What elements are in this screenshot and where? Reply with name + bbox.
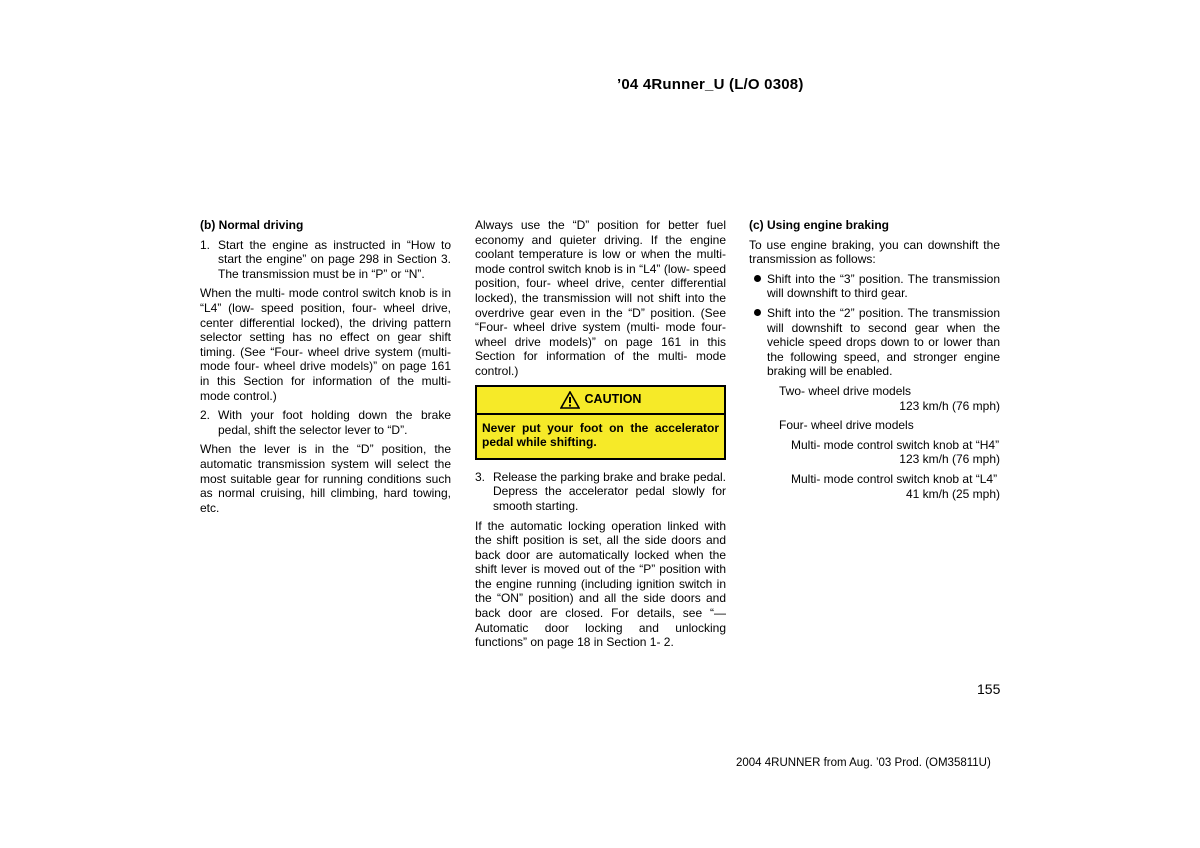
page-number: 155 xyxy=(977,681,1001,697)
bullet-text: Shift into the “2” position. The transmission will downshift to second gear when the vehicle speed drops down to or lower than the following speed, and stronger engine braking will be enabled. xyxy=(767,305,1000,379)
step-text: Release the parking brake and brake pedal. Depress the accelerator pedal slowly for smooth starting. xyxy=(493,469,726,513)
column-left xyxy=(200,218,451,520)
page-header-title: ’04 4Runner_U (L/O 0308) xyxy=(617,76,804,93)
step-text: Start the engine as instructed in “How to start the engine” on page 298 in Section 3. The transmission must be in “P” or “N”. xyxy=(218,237,451,281)
caution-header xyxy=(477,387,724,415)
page-footer: 2004 4RUNNER from Aug. ’03 Prod. (OM35811U) xyxy=(736,757,991,769)
two-wheel-drive-speed: 123 km/h (76 mph) xyxy=(899,398,1000,413)
column-right xyxy=(749,218,1000,506)
bullet-icon xyxy=(749,272,767,301)
caution-text: Never put your foot on the accelerator pedal while shifting. xyxy=(482,420,719,450)
step-text: With your foot holding down the brake pedal, shift the selector lever to “D”. xyxy=(218,408,451,437)
paragraph-multi-mode-l4: When the multi- mode control switch knob is in “L4” (low- speed position, four- wheel drive, center differential locked), the driving pattern selector setting has no effect on gear shift timing. (See “Four- wheel drive system (multi- mode four- wheel drive models)” on page 161 in this Section for information of the multi- mode control.) xyxy=(200,286,451,403)
paragraph-always-use-d: Always use the “D” position for better fuel economy and quieter driving. If the engine coolant temperature is low or when the multi- mode control switch knob is in “L4” (low- speed position, four- wheel drive, center differential locked), the transmission will not shift into the overdrive gear even in the “D” position. (See “Four- wheel drive system (multi- mode four- wheel drive models)” on page 161 in this Section for information of the multi- mode control.) xyxy=(475,218,726,378)
l4-speed: 41 km/h (25 mph) xyxy=(905,486,1000,501)
step-3 xyxy=(475,470,726,514)
l4-label: Multi- mode control switch knob at “L4” xyxy=(791,471,998,486)
h4-label: Multi- mode control switch knob at “H4” xyxy=(791,437,1000,452)
step-number: 3. xyxy=(475,469,486,484)
bullet-item xyxy=(749,272,1000,301)
h4-speed: 123 km/h (76 mph) xyxy=(899,452,1000,467)
caution-title: CAUTION xyxy=(584,392,642,407)
step-1 xyxy=(200,238,451,282)
bullet-text: Shift into the “3” position. The transmission will downshift to third gear. xyxy=(767,271,1000,301)
section-heading-engine-braking: (c) Using engine braking xyxy=(749,218,890,232)
bullet-icon xyxy=(749,306,767,379)
bullet-item xyxy=(749,306,1000,379)
step-number: 1. xyxy=(200,237,211,252)
four-wheel-drive-label: Four- wheel drive models xyxy=(779,418,914,433)
two-wheel-drive-label: Two- wheel drive models xyxy=(779,383,912,398)
paragraph-d-position: When the lever is in the “D” position, the automatic transmission system will select the most suitable gear for running conditions such as normal cruising, hill climbing, hard towing, etc. xyxy=(200,442,451,515)
caution-box xyxy=(475,385,726,460)
step-number: 2. xyxy=(200,408,211,423)
step-2 xyxy=(200,408,451,437)
section-heading-normal-driving: (b) Normal driving xyxy=(200,218,304,232)
paragraph-downshift-intro: To use engine braking, you can downshift the transmission as follows: xyxy=(749,237,1000,267)
warning-triangle-icon xyxy=(560,391,580,409)
column-middle xyxy=(475,218,726,655)
paragraph-automatic-locking: If the automatic locking operation linked with the shift position is set, all the side doors and back door are automatically locked when the shift lever is moved out of the “P” position with the engine running (including ignition switch in the “ON” position) and all the side doors and back door are closed. For details, see “—Automatic door locking and unlocking functions” on page 18 in Section 1- 2. xyxy=(475,518,726,650)
